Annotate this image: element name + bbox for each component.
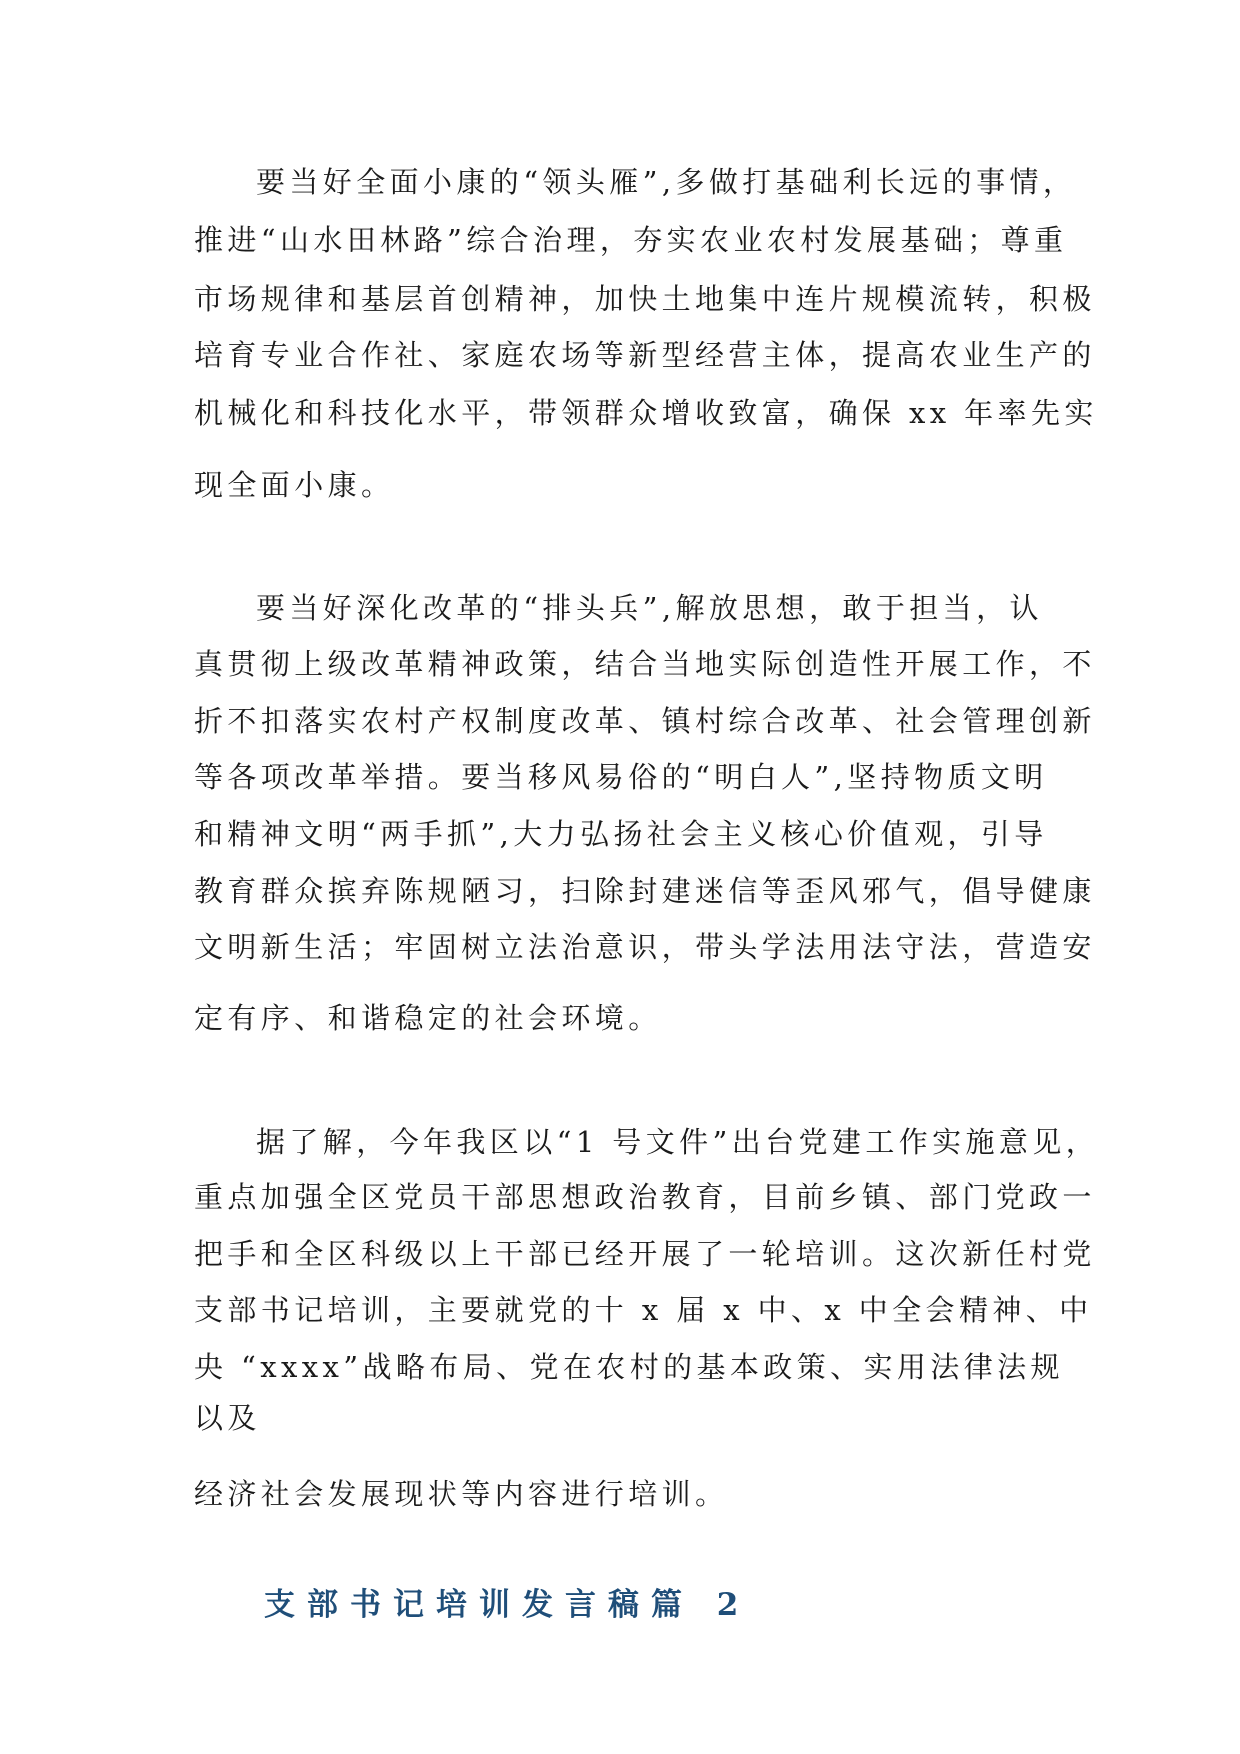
paragraph-line: 把手和全区科级以上干部已经开展了一轮培训。这次新任村党 [194,1237,1096,1271]
paragraph-line: 折不扣落实农村产权制度改革、镇村综合改革、社会管理创新 [194,704,1096,738]
paragraph-line: 真贯彻上级改革精神政策，结合当地实际创造性开展工作，不 [194,647,1096,681]
paragraph-line: 市场规律和基层首创精神，加快土地集中连片规模流转，积极 [194,282,1096,316]
paragraph-line: 要当好深化改革的“排头兵”,解放思想，敢于担当，认 [256,591,1043,625]
paragraph-line: 培育专业合作社、家庭农场等新型经营主体，提高农业生产的 [194,338,1096,372]
paragraph-line: 教育群众摈弃陈规陋习，扫除封建迷信等歪风邪气，倡导健康 [194,874,1096,908]
paragraph-line: 推进“山水田林路”综合治理，夯实农业农村发展基础；尊重 [194,223,1068,257]
paragraph-line: 重点加强全区党员干部思想政治教育，目前乡镇、部门党政一 [194,1180,1096,1214]
paragraph-line: 要当好全面小康的“领头雁”,多做打基础利长远的事情， [256,165,1077,199]
paragraph-line: 经济社会发展现状等内容进行培训。 [194,1477,729,1511]
paragraph-line: 定有序、和谐稳定的社会环境。 [194,1001,662,1035]
section-heading: 支部书记培训发言稿篇 2 [264,1587,751,1623]
paragraph-line: 支部书记培训，主要就党的十 x 届 x 中、x 中全会精神、中 [194,1293,1093,1327]
paragraph-line: 现全面小康。 [194,468,395,502]
paragraph-line: 和精神文明“两手抓”,大力弘扬社会主义核心价值观，引导 [194,817,1048,851]
paragraph-line: 文明新生活；牢固树立法治意识，带头学法用法守法，营造安 [194,930,1096,964]
paragraph-line: 央 “xxxx”战略布局、党在农村的基本政策、实用法律法规 [194,1350,1064,1384]
paragraph-line: 机械化和科技化水平，带领群众增收致富，确保 xx 年率先实 [194,396,1098,430]
paragraph-line: 等各项改革举措。要当移风易俗的“明白人”,坚持物质文明 [194,760,1048,794]
paragraph-line: 以及 [194,1401,261,1435]
paragraph-line: 据了解，今年我区以“1 号文件”出台党建工作实施意见， [256,1125,1100,1159]
